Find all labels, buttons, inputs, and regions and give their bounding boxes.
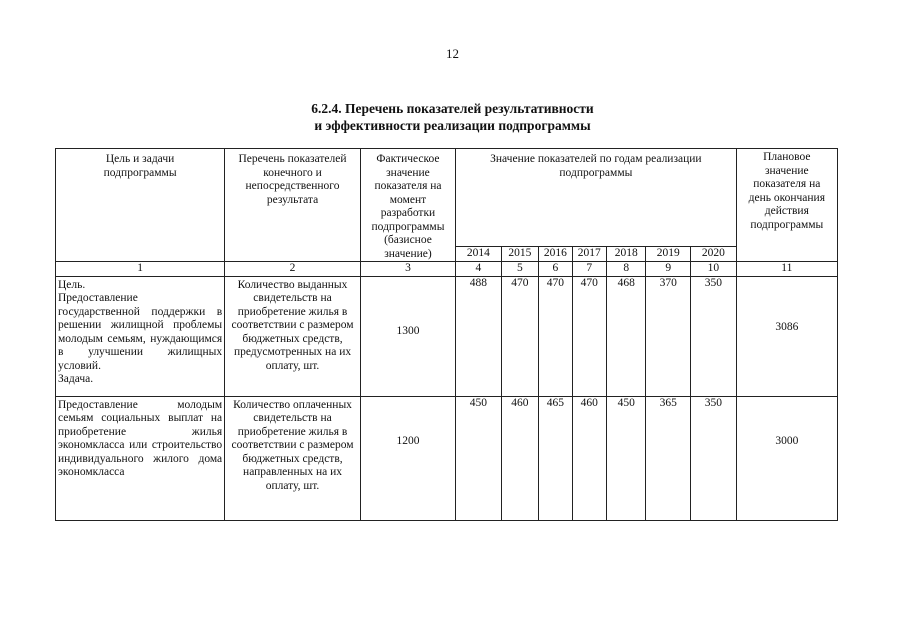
indicator-cell: Количество выданных свидетельств на приобретение жилья в соответствии с размером бюджетных средств, предусмотренных на их оплату, шт. (225, 276, 361, 396)
value-2015: 470 (501, 276, 538, 396)
title-line-1: 6.2.4. Перечень показателей результативности (311, 101, 594, 116)
planned-value-cell: 3086 (736, 276, 837, 396)
header-actual-value: Фактическое значение показателя на момент разработки подпрограммы (базисное значение) (360, 149, 455, 262)
column-numbers-row (56, 262, 838, 277)
value-2019: 370 (646, 276, 691, 396)
value-2020: 350 (691, 276, 737, 396)
column-number: 10 (691, 262, 737, 277)
indicators-table (55, 148, 838, 521)
column-number: 9 (646, 262, 691, 277)
value-2014: 488 (456, 276, 502, 396)
value-2020: 350 (691, 396, 737, 520)
year-2016: 2016 (539, 247, 572, 262)
base-value-cell: 1300 (360, 276, 455, 396)
title-line-2: и эффективности реализации подпрограммы (314, 118, 591, 133)
goal-cell: Цель. Предоставление государственной поддержки в решении жилищной проблемы молодым семьям, нуждающимся в улучшении жилищных условий. Задача. (56, 276, 225, 396)
column-number: 5 (501, 262, 538, 277)
table-row (56, 276, 838, 396)
column-number: 2 (225, 262, 361, 277)
goal-cell: Предоставление молодым семьям социальных выплат на приобретение жилья экономкласса или строительство индивидуального жилого дома экономкласса (56, 396, 225, 520)
year-2019: 2019 (646, 247, 691, 262)
table-row (56, 396, 838, 520)
year-2018: 2018 (606, 247, 646, 262)
value-2014: 450 (456, 396, 502, 520)
column-number: 11 (736, 262, 837, 277)
header-row (56, 149, 838, 247)
year-2014: 2014 (456, 247, 502, 262)
year-2020: 2020 (691, 247, 737, 262)
value-2018: 468 (606, 276, 646, 396)
value-2018: 450 (606, 396, 646, 520)
header-indicators: Перечень показателей конечного и непосредственного результата (225, 149, 361, 262)
column-number: 4 (456, 262, 502, 277)
value-2016: 465 (539, 396, 572, 520)
header-by-year: Значение показателей по годам реализации подпрограммы (456, 149, 737, 247)
column-number: 7 (572, 262, 606, 277)
value-2017: 470 (572, 276, 606, 396)
column-number: 6 (539, 262, 572, 277)
value-2017: 460 (572, 396, 606, 520)
header-planned-value: Плановое значение показателя на день окончания действия подпрограммы (736, 149, 837, 262)
indicator-cell: Количество оплаченных свидетельств на приобретение жилья в соответствии с размером бюджетных средств, направленных на их оплату, шт. (225, 396, 361, 520)
column-number: 8 (606, 262, 646, 277)
year-2017: 2017 (572, 247, 606, 262)
value-2019: 365 (646, 396, 691, 520)
value-2016: 470 (539, 276, 572, 396)
base-value-cell: 1200 (360, 396, 455, 520)
year-2015: 2015 (501, 247, 538, 262)
section-title (0, 100, 905, 134)
column-number: 1 (56, 262, 225, 277)
column-number: 3 (360, 262, 455, 277)
header-goal: Цель и задачи подпрограммы (56, 149, 225, 262)
page-number: 12 (446, 46, 459, 61)
value-2015: 460 (501, 396, 538, 520)
planned-value-cell: 3000 (736, 396, 837, 520)
